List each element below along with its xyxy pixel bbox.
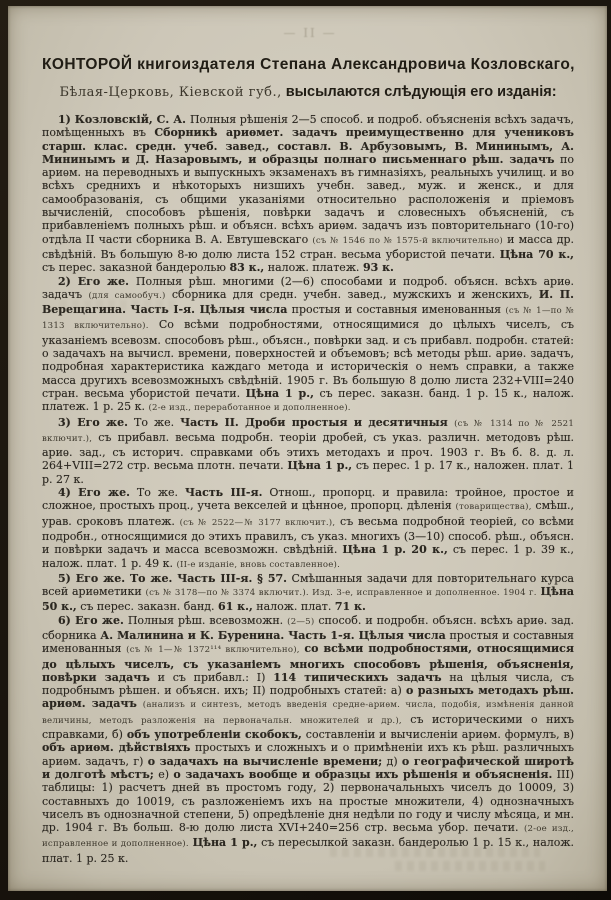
book-page <box>8 6 607 891</box>
text-segment: (II-е изданіе, вновь составленное). <box>176 559 341 570</box>
text-segment: (2—5) <box>287 616 315 627</box>
text-segment: 5) Его же. То же. Часть III-я. § 57. <box>58 571 287 585</box>
text-segment: 61 к., <box>218 600 253 614</box>
text-segment: е) <box>153 767 174 781</box>
text-segment: Смѣшанныя задачи для повторительнаго курса всей ариѳметики <box>42 571 574 599</box>
catalog-item <box>42 614 574 865</box>
editions-announcement: высылаются слѣдующія его изданія: <box>281 84 557 100</box>
text-segment: съ перес. заказной бандеролью <box>42 261 230 275</box>
text-segment: налож. плат. <box>252 600 335 614</box>
catalog-item <box>42 113 574 275</box>
text-segment: (2-ое изд., исправленное и дополненное). <box>42 824 574 850</box>
bleedthrough-page-number: — II — <box>281 26 335 40</box>
text-segment: Цѣна 70 к., <box>499 247 574 261</box>
text-segment: Отнош., пропорц. и правила: тройное, простое и сложное, простыхъ проц., учета векселей и цѣнное, пропорц. дѣленія <box>42 486 574 513</box>
text-segment: (анализъ и синтезъ, методъ введенія средне-ариѳм. числа, подобія, измѣненія данной величины, методъ разложенія на первоначальн. множителей и др.), <box>42 700 574 726</box>
text-segment: 83 к., <box>229 261 265 275</box>
text-segment: (съ № 1—по № 1313 включительно). <box>42 306 574 332</box>
text-segment: (съ № 3178—по № 3374 включит.). Изд. 3-е, исправленное и дополненное. 1904 г. <box>145 588 537 599</box>
catalog-item <box>42 486 574 572</box>
text-segment: и масса др. свѣдѣній. Въ большую 8-ю долю листа 152 стран. весьма убористой печати. <box>42 232 574 261</box>
text-segment: о географической широтѣ и долготѣ мѣстъ; <box>42 754 574 781</box>
text-segment: (для самообуч.) <box>88 290 166 301</box>
text-segment: съ историческими о нихъ справками, б) <box>42 712 575 742</box>
text-segment: налож. платеж. <box>264 261 363 275</box>
text-segment: объ употребленіи скобокъ, <box>126 728 302 742</box>
text-segment: III) таблицы: 1) расчетъ дней въ простомъ году, 2) первоначальныхъ чиселъ до 10009, 3) составныхъ до 10019, съ разложеніемъ ихъ на простые множители, 4) однозначныхъ чиселъ въ однозначной степени, 5) опредѣленіе дня недѣли по году и числу мѣсяца, и мн. др. 1904 г. Въ больш. 8-ю долю листа XVI+240=256 стр. весьма убор. печати. <box>42 767 574 835</box>
text-segment: съ прибавл. весьма подробн. теоріи дробей, съ указ. различн. методовъ рѣш. ариѳ. зад., съ историч. справками объ этихъ методахъ и проч. 1903 г. Въ б. 8. д. л. 264+VIII=272 стр. весьма плотн. печати. <box>42 430 574 473</box>
text-segment: простыя и составныя именованныя <box>287 303 506 317</box>
catalog-item <box>42 416 574 486</box>
catalog-items <box>42 113 574 865</box>
text-segment: 71 к. <box>334 600 366 614</box>
text-segment: Цѣна 1 р., <box>287 459 353 473</box>
text-segment: со всѣми подробностями, относящимися до цѣлыхъ чиселъ, съ указаніемъ многихъ способовъ рѣшенія, объясненія, повѣрки задачъ <box>42 642 574 684</box>
text-segment: съ перес. 1 р. 17 к., наложен. плат. 1 р. 27 к. <box>42 459 574 486</box>
text-segment: То же. <box>127 415 181 429</box>
publisher-address-line <box>42 81 574 100</box>
text-segment: Сборникѣ ариѳмет. задачъ преимущественно для учениковъ старш. клас. средн. учеб. завед., составл. В. Арбузовымъ, В. Мининымъ, А. Мининымъ и Д. Назаровымъ, и образцы полнаго письменнаго рѣш. задачъ <box>42 126 574 166</box>
text-segment: А. Малинина и К. Буренина. Часть 1-я. Цѣлыя числа <box>100 628 446 642</box>
text-segment: (2-е изд., переработанное и дополненное). <box>148 403 351 414</box>
text-segment: Полныя рѣш. многими (2—6) способами и подроб. объясн. всѣхъ ариѳ. задачъ <box>42 274 575 301</box>
text-segment: съ пересылкой заказн. бандеролью 1 р. 15 к., налож. плат. 1 р. 25 к. <box>42 836 574 865</box>
text-segment: Цѣна 1 р., <box>192 836 258 850</box>
text-segment: Со всѣми подробностями, относящимися до цѣлыхъ чиселъ, съ указаніемъ всевозм. способовъ рѣш., объясн., повѣрки зад. и съ прибавл. подробн. статей: о задачахъ на вычисл. времени, поверхностей и объемовъ; всѣ методы рѣш. ариѳ. задачъ, подробная характеристика каждаго метода и историческія о немъ справки, а также масса другихъ всевозможныхъ свѣдѣній. 1905 г. Въ большую 8 долю листа 232+VIII=240 стран. весьма убористой печати. <box>42 318 574 400</box>
text-segment: смѣш., урав. сроковъ платеж. <box>42 499 574 528</box>
text-segment: Цѣна 1 р. 20 к., <box>342 543 448 557</box>
text-segment: И. П. Верещагина. Часть I-я. Цѣлыя числа <box>42 287 574 317</box>
text-segment: способ. и подробн. объясн. всѣхъ ариѳ. зад. сборника <box>42 613 575 642</box>
text-segment: (съ № 2522—№ 3177 включит.), <box>179 517 336 528</box>
text-segment: по ариѳм. на переводныхъ и выпускныхъ экзаменахъ въ гимназіяхъ, реальныхъ училищ. и во всѣхъ среднихъ и нѣкоторыхъ низшихъ учебн. завед., муж. и женск., и для самообразованія, съ общими указаніями относительно расположенія и пріемовъ вычисленій, способовъ рѣшенія, повѣрки задачъ и словесныхъ объясненій, съ прибавленіемъ полныхъ рѣш. и объясн. всѣхъ ариѳм. задачъ изъ повторительнаго (10-го) отдѣла II части сборника В. А. Евтушевскаго <box>42 152 574 246</box>
text-segment: Полныя рѣшенія 2—5 способ. и подроб. объясненія всѣхъ задачъ, помѣщенныхъ въ <box>42 113 574 140</box>
text-segment: съ перес. заказн. банд. <box>76 600 219 614</box>
text-segment: о разныхъ методахъ рѣш. ариѳм. задачъ <box>42 684 574 711</box>
text-segment: 114 типическихъ задачъ <box>273 670 442 684</box>
text-segment: 2) Его же. <box>58 274 136 288</box>
text-segment: (товарищества), <box>455 502 532 513</box>
text-segment: То же. <box>129 486 185 500</box>
text-segment: и съ прибавл.: I) <box>149 670 274 684</box>
text-segment: о задачахъ на вычисленіе времени; <box>147 754 383 768</box>
text-segment: (съ № 1314 по № 2521 включит.), <box>42 418 574 444</box>
text-segment: 6) Его же. <box>58 613 124 627</box>
publisher-office-title: КОНТОРОЙ книгоиздателя Степана Александровича Козловскаго, <box>42 56 575 73</box>
text-segment: 1) Козловскій, С. А. <box>58 113 190 126</box>
text-segment: 4) Его же. <box>58 486 130 500</box>
text-segment: о задачахъ вообще и образцы ихъ рѣшенія и объясненія. <box>173 767 553 781</box>
text-segment: (съ № 1546 по № 1575-й включительно) <box>312 235 503 246</box>
publisher-address: Бѣлая-Церковь, Кіевской губ., <box>59 85 282 100</box>
text-segment: 3) Его же. <box>58 415 128 429</box>
text-segment: съ перес. заказн. банд. 1 р. 15 к., налож. платеж. 1 р. 25 к. <box>42 386 574 414</box>
text-segment: простыя и составныя именованныя <box>42 628 574 656</box>
text-segment: составленіи и вычисленіи ариѳм. формулъ, в) <box>301 728 574 742</box>
text-segment: Цѣна 50 к., <box>42 585 574 614</box>
text-segment: Цѣна 1 р., <box>245 386 314 400</box>
text-segment: съ весьма подробной теоріей, со всѣми подробн., относящимися до этихъ правилъ, съ указ. многихъ (3—10) способ. рѣш., объясн. и повѣрки задачъ и масса всевозможн. свѣдѣній. <box>42 514 574 557</box>
text-segment: на цѣлыя числа, съ подробнымъ рѣшен. и объясн. ихъ; II) подробныхъ статей: а) <box>42 670 574 698</box>
text-segment: Полныя рѣш. всевозможн. <box>123 613 288 627</box>
text-segment: д) <box>382 754 402 768</box>
text-segment: Часть II. Дроби простыя и десятичныя <box>180 415 455 429</box>
text-segment: объ ариѳм. дѣйствіяхъ <box>42 741 191 755</box>
text-segment: Часть III-я. <box>184 486 263 500</box>
text-segment: простыхъ и сложныхъ и о примѣненіи ихъ къ рѣш. различныхъ ариѳм. задачъ, г) <box>42 741 574 768</box>
page-header <box>42 56 574 100</box>
text-segment: сборника для средн. учебн. завед., мужскихъ и женскихъ, <box>165 287 539 301</box>
text-segment: съ перес. 1 р. 39 к., налож. плат. 1 р. 49 к. <box>42 543 574 570</box>
text-segment: 93 к. <box>362 261 394 275</box>
text-segment: (съ № 1—№ 1372¹¹⁴ включительно), <box>126 645 300 656</box>
catalog-item <box>42 572 574 614</box>
catalog-item <box>42 275 574 416</box>
